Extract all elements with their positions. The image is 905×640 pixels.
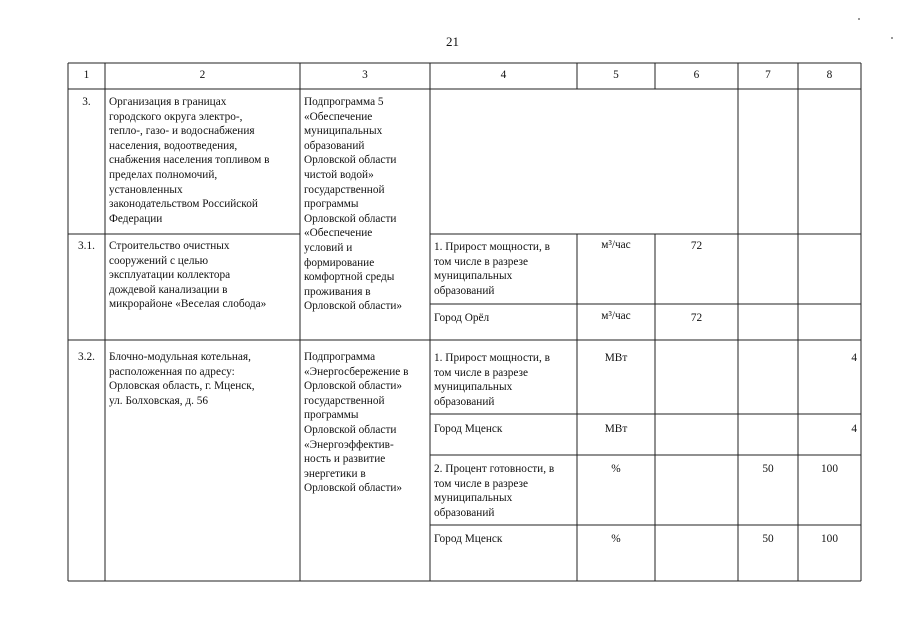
row-3-2-indicator-2: 2. Процент готовности, в том числе в разрезе муниципальных образований bbox=[434, 463, 555, 519]
row-3-1-number: 3.1. bbox=[78, 240, 95, 252]
row-3-2-indicator-2-unit: % bbox=[611, 463, 621, 475]
header-col-2: 2 bbox=[199, 69, 206, 81]
row-3-1-indicator-1-unit: м³/час bbox=[601, 239, 631, 251]
row-3-2-indicator-2-col-7: 50 bbox=[762, 463, 774, 475]
header-col-7: 7 bbox=[765, 69, 771, 81]
row-3-2-city-mtsensk-1-col-8: 4 bbox=[851, 423, 857, 435]
scan-speck bbox=[858, 18, 860, 20]
header-col-1: 1 bbox=[83, 69, 90, 81]
row-3-2-indicator-1: 1. Прирост мощности, в том числе в разрезе муниципальных образований bbox=[434, 352, 550, 408]
header-col-8: 8 bbox=[826, 69, 833, 81]
row-3-2-city-mtsensk-2: Город Мценск bbox=[434, 533, 503, 545]
row-3-1-indicator-1: 1. Прирост мощности, в том числе в разрезе муниципальных образований bbox=[434, 241, 550, 297]
row-3-2-activity: Блочно-модульная котельная, расположенная по адресу: Орловская область, г. Мценск, ул. Болховская, д. 56 bbox=[109, 351, 255, 407]
row-3-2-city-mtsensk-2-col-8: 100 bbox=[821, 533, 838, 545]
row-3-2-indicator-1-col-8: 4 bbox=[851, 352, 857, 364]
row-3-2-indicator-1-unit: МВт bbox=[604, 352, 628, 364]
row-3-2-number: 3.2. bbox=[78, 351, 95, 363]
row-3-2-indicator-2-col-8: 100 bbox=[821, 463, 838, 475]
page-number: 21 bbox=[446, 34, 459, 49]
header-col-5: 5 bbox=[613, 69, 619, 81]
row-3-1-city-orel-unit: м³/час bbox=[601, 310, 631, 322]
row-3-1-city-orel: Город Орёл bbox=[434, 312, 490, 324]
row-3-activity: Организация в границах городского округа электро-, тепло-, газо- и водоснабжения населения, водоотведения, снабжения населения топливом в пределах полномочий, установленных законодательством Российской Федерации bbox=[109, 96, 270, 225]
row-3-2-city-mtsensk-2-col-7: 50 bbox=[762, 533, 774, 545]
program-energy-saving: Подпрограмма «Энергосбережение в Орловской области» государственной программы Орловской области «Энергоэффектив- ность и развитие энергетики в Орловской области» bbox=[304, 351, 409, 495]
header-col-4: 4 bbox=[500, 69, 507, 81]
program-subprogram-5: Подпрограмма 5 «Обеспечение муниципальных образований Орловской области чистой водой» государственной программы Орловской области «Обеспечение условий и формирование комфортной среды проживания в Орловской области» bbox=[304, 96, 403, 313]
row-3-1-indicator-1-col-6: 72 bbox=[690, 240, 703, 252]
row-3-1-activity: Строительство очистных сооружений с целью эксплуатации коллектора дождевой канализации в микрорайоне «Веселая слобода» bbox=[109, 240, 267, 311]
scan-speck bbox=[891, 37, 893, 39]
row-3-2-city-mtsensk-2-unit: % bbox=[611, 533, 621, 545]
row-3-number: 3. bbox=[82, 96, 91, 108]
header-col-6: 6 bbox=[693, 69, 700, 81]
row-3-2-city-mtsensk-1: Город Мценск bbox=[434, 423, 503, 435]
row-3-1-city-orel-col-6: 72 bbox=[690, 312, 703, 324]
header-col-3: 3 bbox=[362, 69, 368, 81]
row-3-2-city-mtsensk-1-unit: МВт bbox=[604, 423, 628, 435]
